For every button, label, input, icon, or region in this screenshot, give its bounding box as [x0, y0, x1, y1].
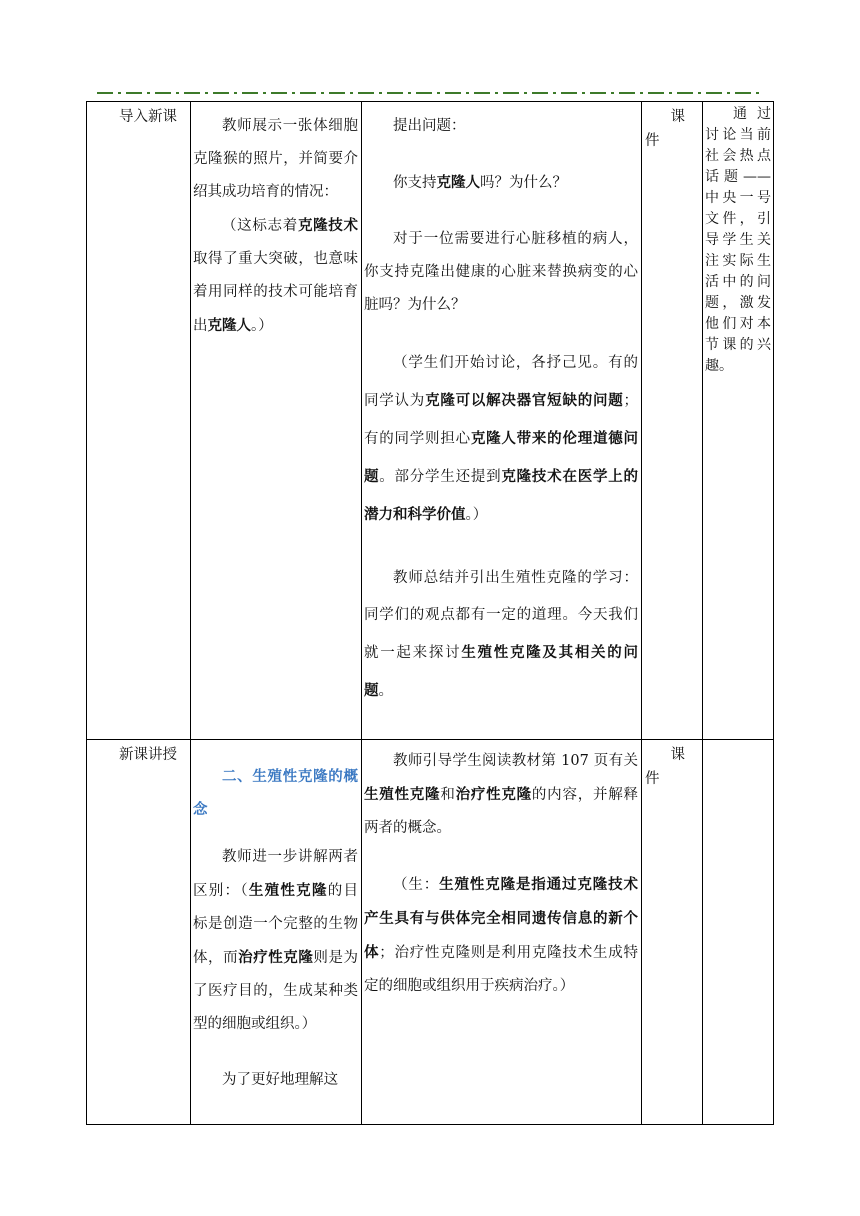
student-activity-cell [364, 110, 638, 710]
table-border-right [773, 101, 774, 1125]
answer-paragraph: （生：生殖性克隆是指通过克隆技术产生具有与供体完全相同遗传信息的新个体；治疗性克隆则是利用克隆技术生成特定的细胞或组织用于疾病治疗。） [364, 876, 639, 994]
table-col-divider [361, 101, 362, 1125]
reading-paragraph: 教师引导学生阅读教材第 107 页有关生殖性克隆和治疗性克隆的内容，并解释两者的概念。 [364, 753, 639, 836]
teacher-paragraph: 教师展示一张体细胞克隆猴的照片，并简要介绍其成功培育的情况： [193, 118, 358, 200]
teacher-paragraph: 教师进一步讲解两者区别：（生殖性克隆的目标是创造一个完整的生物体，而治疗性克隆则是为了医疗目的，生成某种类型的细胞或组织。） [193, 849, 359, 1032]
stage-label: 新课讲授 [119, 747, 177, 763]
question-title: 提出问题： [393, 118, 466, 134]
method-cell [645, 105, 695, 153]
teacher-paragraph: 为了更好地理解这 [222, 1072, 338, 1088]
teacher-activity-cell [193, 110, 358, 343]
student-activity-cell [364, 745, 638, 1003]
design-intent-text: 通过讨论当前社会热点话题——中央一号文件，引导学生关注实际生活中的问题，激发他们对本节课的兴趣。 [705, 106, 771, 374]
table-col-divider [702, 101, 703, 1125]
header-dash-divider [97, 91, 763, 95]
teacher-activity-cell [193, 760, 358, 1097]
section-heading: 二、生殖性克隆的概念 [193, 768, 358, 818]
method-cell [645, 743, 695, 791]
table-col-divider [190, 101, 191, 1125]
table-border-left [86, 101, 87, 1125]
table-col-divider [641, 101, 642, 1125]
method-label: 课 件 [645, 109, 685, 149]
summary-paragraph: 教师总结并引出生殖性克隆的学习：同学们的观点都有一定的道理。今天我们就一起来探讨生殖性克隆及其相关的问题。 [364, 570, 638, 699]
stage-cell [119, 105, 187, 129]
teacher-paragraph: （这标志着克隆技术取得了重大突破，也意味着用同样的技术可能培育出克隆人。） [193, 217, 358, 334]
design-intent-cell [705, 104, 771, 377]
discussion-paragraph: （学生们开始讨论，各抒己见。有的同学认为克隆可以解决器官短缺的问题；有的同学则担心克隆人带来的伦理道德问题。部分学生还提到克隆技术在医学上的潜力和科学价值。） [364, 355, 639, 523]
method-label: 课 件 [645, 747, 685, 787]
question-1: 你支持克隆人吗？为什么？ [393, 174, 567, 191]
question-2: 对于一位需要进行心脏移植的病人，你支持克隆出健康的心脏来替换病变的心脏吗？为什么？ [364, 231, 638, 313]
stage-label: 导入新课 [119, 109, 177, 125]
stage-cell [119, 743, 187, 767]
